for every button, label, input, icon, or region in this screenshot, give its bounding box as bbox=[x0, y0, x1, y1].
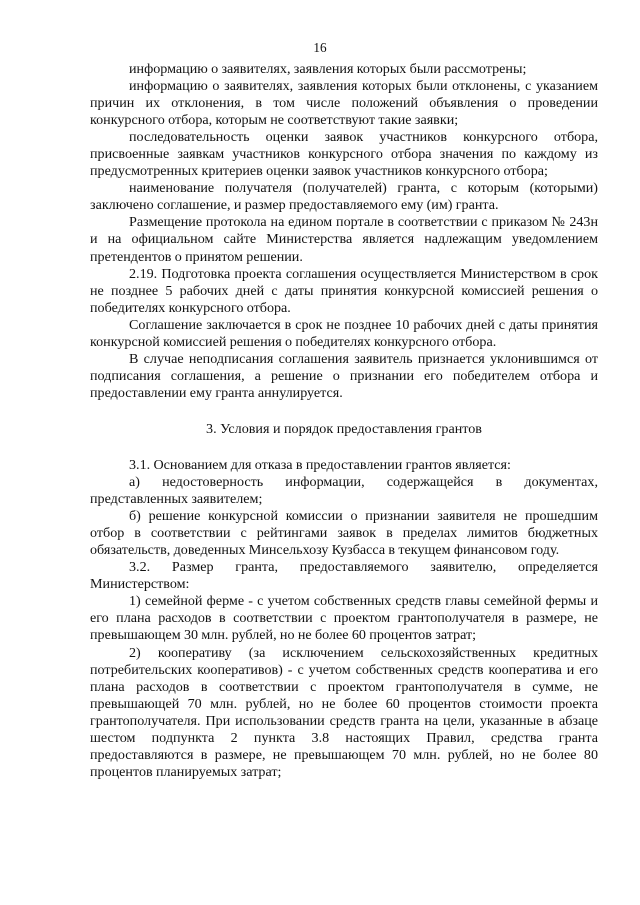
document-body bbox=[90, 61, 598, 781]
paragraph-grant-recipient: наименование получателя (получателей) гранта, с которым (которыми) заключено соглашение, и размер предоставляемого ему (им) гранта. bbox=[90, 180, 598, 214]
paragraph-reviewed-applicants: информацию о заявителях, заявления которых были рассмотрены; bbox=[129, 61, 527, 77]
paragraph-evaluation-order: последовательность оценки заявок участников конкурсного отбора, присвоенные заявкам участников конкурсного отбора значения по каждому из предусмотренных критериев оценки заявок участников конкурсного отбора; bbox=[90, 129, 598, 180]
paragraph-agreement-refusal: В случае неподписания соглашения заявитель признается уклонившимся от подписания соглашения, а решение о признании его победителем отбора и предоставлении ему гранта аннулируется. bbox=[90, 350, 598, 401]
paragraph-protocol-publication: Размещение протокола на едином портале в соответствии с приказом № 243н и на официальном сайте Министерства является надлежащим уведомлением претендентов о принятом решении. bbox=[90, 214, 598, 265]
paragraph-3-1-a: а) недостоверность информации, содержащейся в документах, представленных заявителем; bbox=[90, 474, 598, 508]
paragraph-2-19: 2.19. Подготовка проекта соглашения осуществляется Министерством в срок не позднее 5 рабочих дней с даты принятия конкурсной комиссией решения о победителях конкурсного отбора. bbox=[90, 265, 598, 316]
paragraph-3-1: 3.1. Основанием для отказа в предоставлении грантов является: bbox=[129, 456, 511, 473]
paragraph-3-1-b: б) решение конкурсной комиссии о признании заявителя не прошедшим отбор в соответствии с рейтингами заявок в пределах лимитов бюджетных обязательств, доведенных Минсельхозу Кузбасса в текущем финансовом году. bbox=[90, 508, 598, 559]
paragraph-rejected-applicants: информацию о заявителях, заявления которых были отклонены, с указанием причин их отклонения, в том числе положений объявления о проведении конкурсного отбора, которым не соответствуют такие заявки; bbox=[90, 78, 598, 129]
page-number: 16 bbox=[313, 40, 327, 55]
paragraph-agreement-term: Соглашение заключается в срок не позднее 10 рабочих дней с даты принятия конкурсной комиссией решения о победителях конкурсного отбора. bbox=[90, 316, 598, 350]
paragraph-3-2-1: 1) семейной ферме - с учетом собственных средств главы семейной фермы и его плана расходов в соответствии с проектом грантополучателя в размере, не превышающем 30 млн. рублей, но не более 60 процентов затрат; bbox=[90, 593, 598, 644]
section-heading: 3. Условия и порядок предоставления грантов bbox=[206, 420, 482, 437]
paragraph-3-2-2: 2) кооперативу (за исключением сельскохозяйственных кредитных потребительских кооперативов) - с учетом собственных средств кооператива и его плана расходов в соответствии с проектом грантополучателя в сумме, не превышающей 70 млн. рублей, но не более 60 процентов стоимости проекта грантополучателя. При использовании средств гранта на цели, указанные в абзаце шестом подпункта 2 пункта 3.8 настоящих Правил, средства гранта предоставляются в размере, не превышающем 70 млн. рублей, но не более 80 процентов планируемых затрат; bbox=[90, 644, 598, 780]
paragraph-3-2: 3.2. Размер гранта, предоставляемого заявителю, определяется Министерством: bbox=[90, 559, 598, 593]
